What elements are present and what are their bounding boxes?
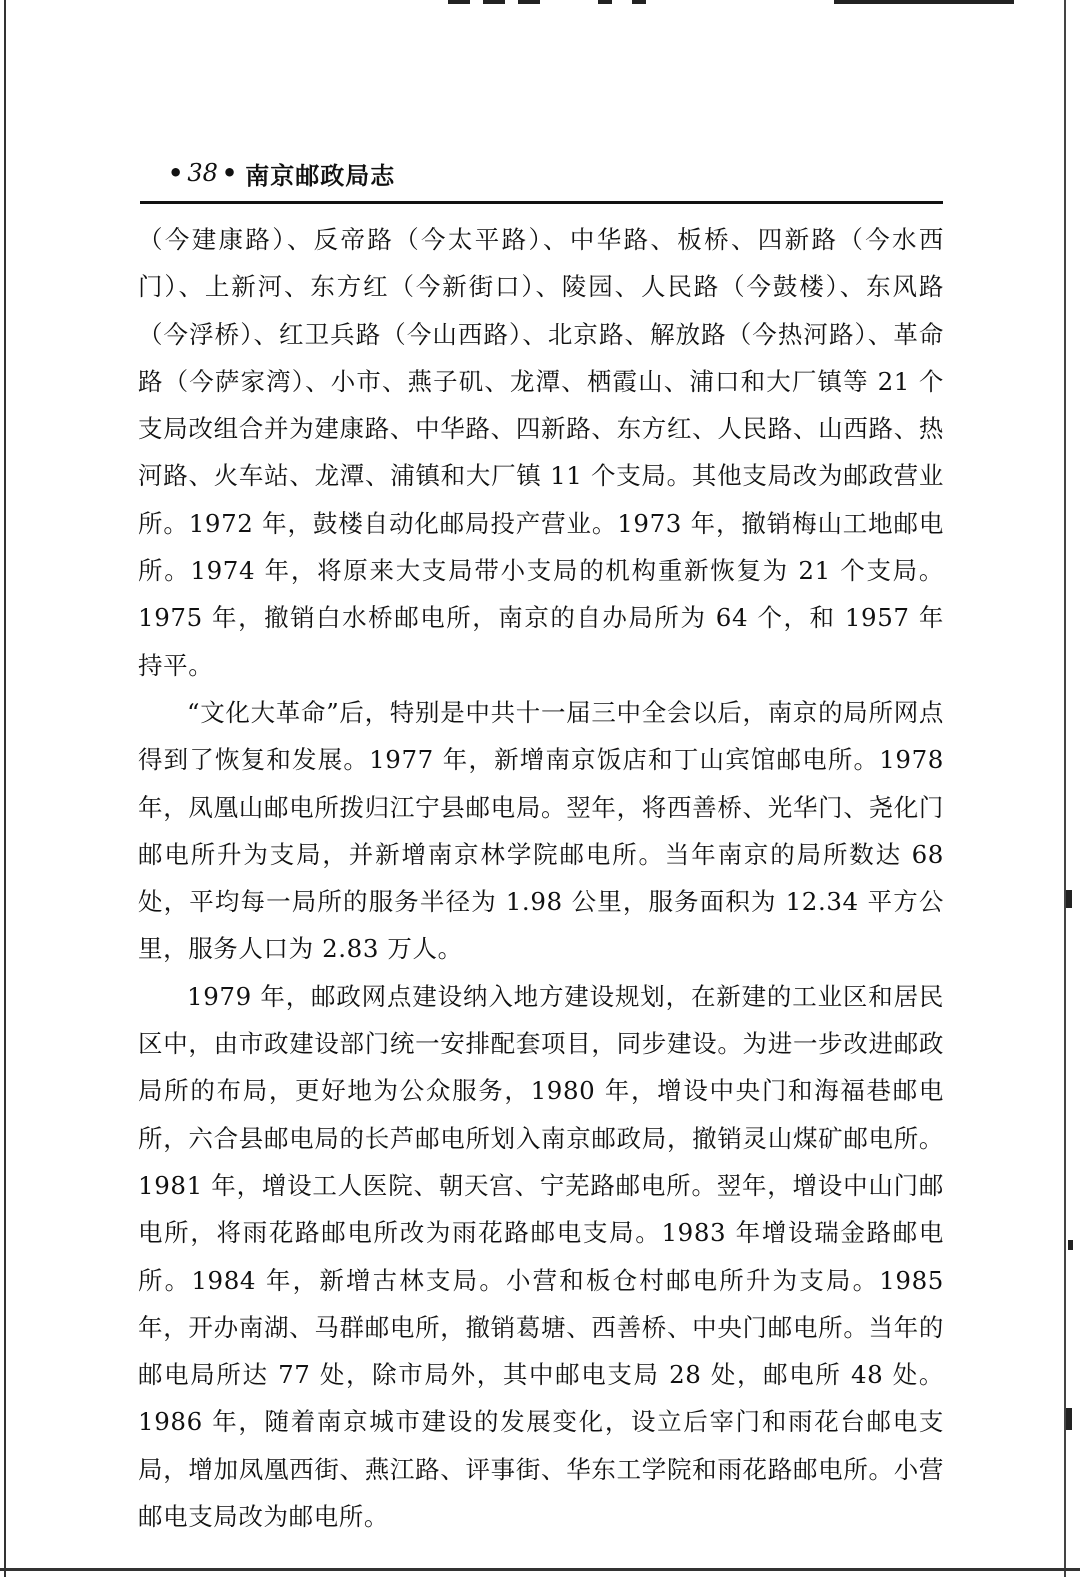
body-text: [138, 216, 944, 1540]
scan-edge-bottom: [0, 1568, 1080, 1571]
header-bullet: •: [168, 159, 184, 187]
scan-mark: [483, 0, 505, 4]
scan-mark: [1066, 1408, 1072, 1430]
paragraph: “文化大革命”后，特别是中共十一届三中全会以后，南京的局所网点得到了恢复和发展。1977 年，新增南京饭店和丁山宾馆邮电所。1978 年，凤凰山邮电所拨归江宁县邮电局。翌年，将西善桥、光华门、尧化门邮电所升为支局，并新增南京林学院邮电所。当年南京的局所数达 68 处，平均每一局所的服务半径为 1.98 公里，服务面积为 12.34 平方公里，服务人口为 2.83 万人。: [138, 697, 944, 964]
scan-mark: [834, 0, 1014, 4]
scan-mark: [598, 0, 612, 4]
paragraph: 1979 年，邮政网点建设纳入地方建设规划，在新建的工业区和居民区中，由市政建设部门统一安排配套项目，同步建设。为进一步改进邮政局所的布局，更好地为公众服务，1980 年，增设中央门和海福巷邮电所，六合县邮电局的长芦邮电所划入南京邮政局，撤销灵山煤矿邮电所。1981 年，增设工人医院、朝天宫、宁芜路邮电所。翌年，增设中山门邮电所，将雨花路邮电所改为雨花路邮电支局。1983 年增设瑞金路邮电所。1984 年，新增古林支局。小营和板仓村邮电所升为支局。1985 年，开办南湖、马群邮电所，撤销葛塘、西善桥、中央门邮电所。当年的邮电局所达 77 处，除市局外，其中邮电支局 28 处，邮电所 48 处。1986 年，随着南京城市建设的发展变化，设立后宰门和雨花台邮电支局，增加凤凰西街、燕江路、评事街、华东工学院和雨花路邮电所。小营邮电支局改为邮电所。: [138, 981, 944, 1532]
book-title: 南京邮政局志: [245, 161, 396, 190]
paragraph: （今建康路）、反帝路（今太平路）、中华路、板桥、四新路（今水西门）、上新河、东方红（今新街口）、陵园、人民路（今鼓楼）、东风路（今浮桥）、红卫兵路（今山西路）、北京路、解放路（今热河路）、革命路（今萨家湾）、小市、燕子矶、龙潭、栖霞山、浦口和大厂镇等 21 个支局改组合并为建康路、中华路、四新路、东方红、人民路、山西路、热河路、火车站、龙潭、浦镇和大厂镇 11 个支局。其他支局改为邮政营业所。1972 年，鼓楼自动化邮局投产营业。1973 年，撤销梅山工地邮电所。1974 年，将原来大支局带小支局的机构重新恢复为 21 个支局。1975 年，撤销白水桥邮电所，南京的自办局所为 64 个，和 1957 年持平。: [138, 225, 944, 680]
scan-edge-right: [1064, 0, 1066, 1577]
page-number: 38: [187, 159, 218, 187]
scan-mark: [448, 0, 470, 4]
scan-mark: [1068, 1240, 1073, 1250]
scan-mark: [518, 0, 540, 4]
scan-edge-left: [4, 0, 6, 1577]
header-bullet: •: [221, 159, 238, 187]
header-rule: [140, 201, 943, 204]
scan-mark: [632, 0, 646, 4]
running-header: [168, 150, 395, 196]
scan-mark: [1066, 890, 1072, 908]
